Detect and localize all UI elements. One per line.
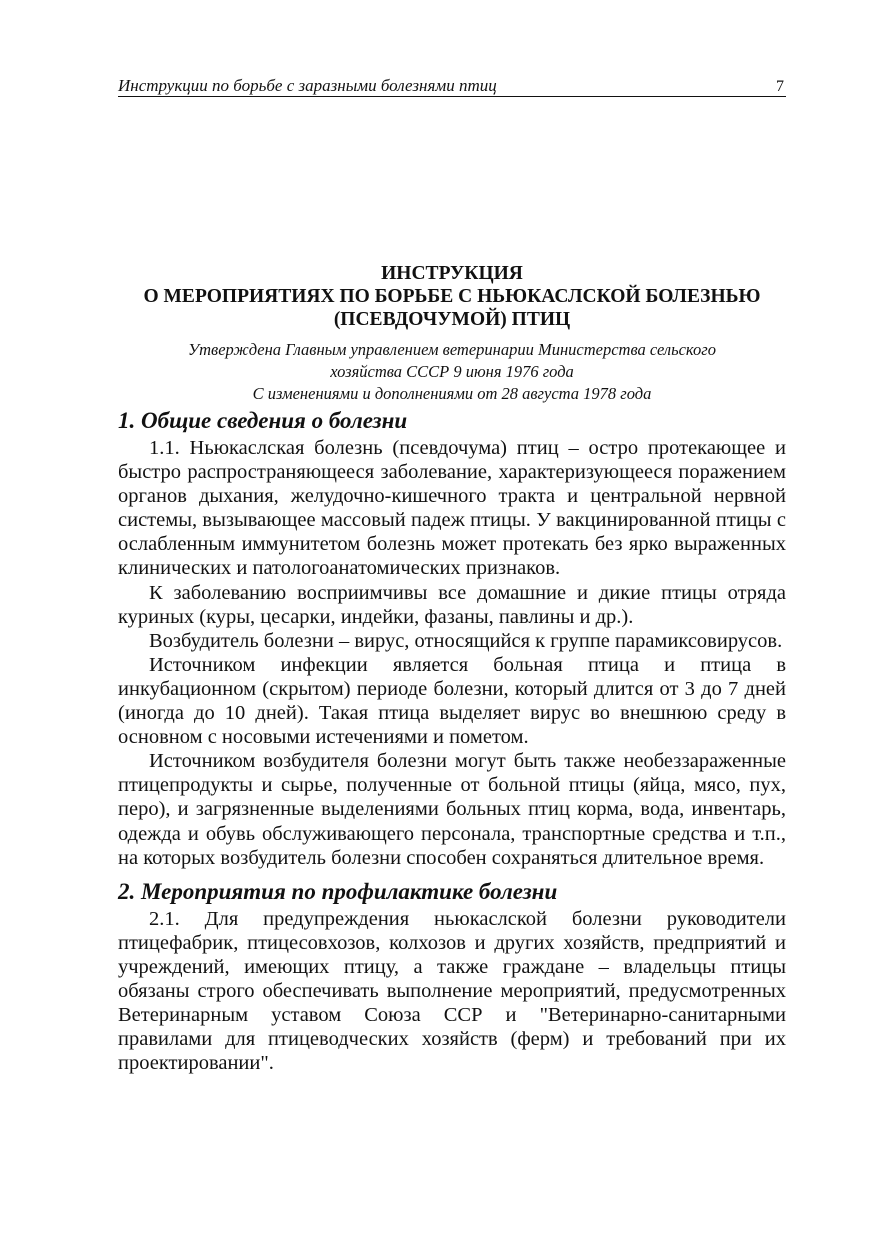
title-line: ИНСТРУКЦИЯ [381,263,523,284]
section-heading: 2. Мероприятия по профилактике болезни [118,878,558,904]
approval-note [118,339,786,405]
running-title: Инструкции по борьбе с заразными болезнями птиц [118,76,497,95]
title-line: (ПСЕВДОЧУМОЙ) ПТИЦ [333,309,571,330]
page-number: 7 [776,78,784,95]
document-title-block [118,262,786,405]
approval-line: Утверждена Главным управлением ветеринарии Министерства сельского [188,340,716,359]
document-body [118,406,786,1075]
approval-line: С изменениями и дополнениями от 28 августа 1978 года [252,384,652,403]
paragraph: 2.1. Для предупреждения ньюкаслской болезни руководители птицефабрик, птицесовхозов, колхозов и других хозяйств, предприятий и учреждений, имеющих птицу, а также граждане – владельцы птицы обязаны строго обеспечивать выполнение мероприятий, предусмотренных Ветеринарным уставом Союза ССР и "Ветеринарно-санитарными правилами для птицеводческих хозяйств (ферм) и требований при их проектировании". [118,907,786,1075]
paragraph: Источником возбудителя болезни могут быть также необеззараженные птицепродукты и сырье, полученные от больной птицы (яйца, мясо, пух, перо), и загрязненные выделениями больных птиц корма, вода, инвентарь, одежда и обувь обслуживающего персонала, транспортные средства и т.п., на которых возбудитель болезни способен сохраняться длительное время. [118,750,786,869]
paragraph: Возбудитель болезни – вирус, относящийся к группе парамиксовирусов. [149,629,783,652]
section-heading: 1. Общие сведения о болезни [118,408,408,433]
running-header [118,76,786,97]
paragraph: 1.1. Ньюкаслская болезнь (псевдочума) птиц – остро протекающее и быстро распространяющееся заболевание, характеризующееся поражением органов дыхания, желудочно-кишечного тракта и центральной нервной системы, вызывающее массовый падеж птицы. У вакцинированной птицы с ослабленным иммунитетом болезнь может протекать без ярко выраженных клинических и патологоанатомических признаков. [118,437,786,580]
paragraph: Источником инфекции является больная птица и птица в инкубационном (скрытом) периоде болезни, который длится от 3 до 7 дней (иногда до 10 дней). Такая птица выделяет вирус во внешнюю среду в основном с носовыми истечениями и пометом. [118,653,786,749]
approval-line: хозяйства СССР 9 июня 1976 года [330,362,574,381]
title-line: О МЕРОПРИЯТИЯХ ПО БОРЬБЕ С НЬЮКАСЛСКОЙ БОЛЕЗНЬЮ [143,286,761,307]
paragraph: К заболеванию восприимчивы все домашние и дикие птицы отряда куриных (куры, цесарки, индейки, фазаны, павлины и др.). [118,581,786,628]
